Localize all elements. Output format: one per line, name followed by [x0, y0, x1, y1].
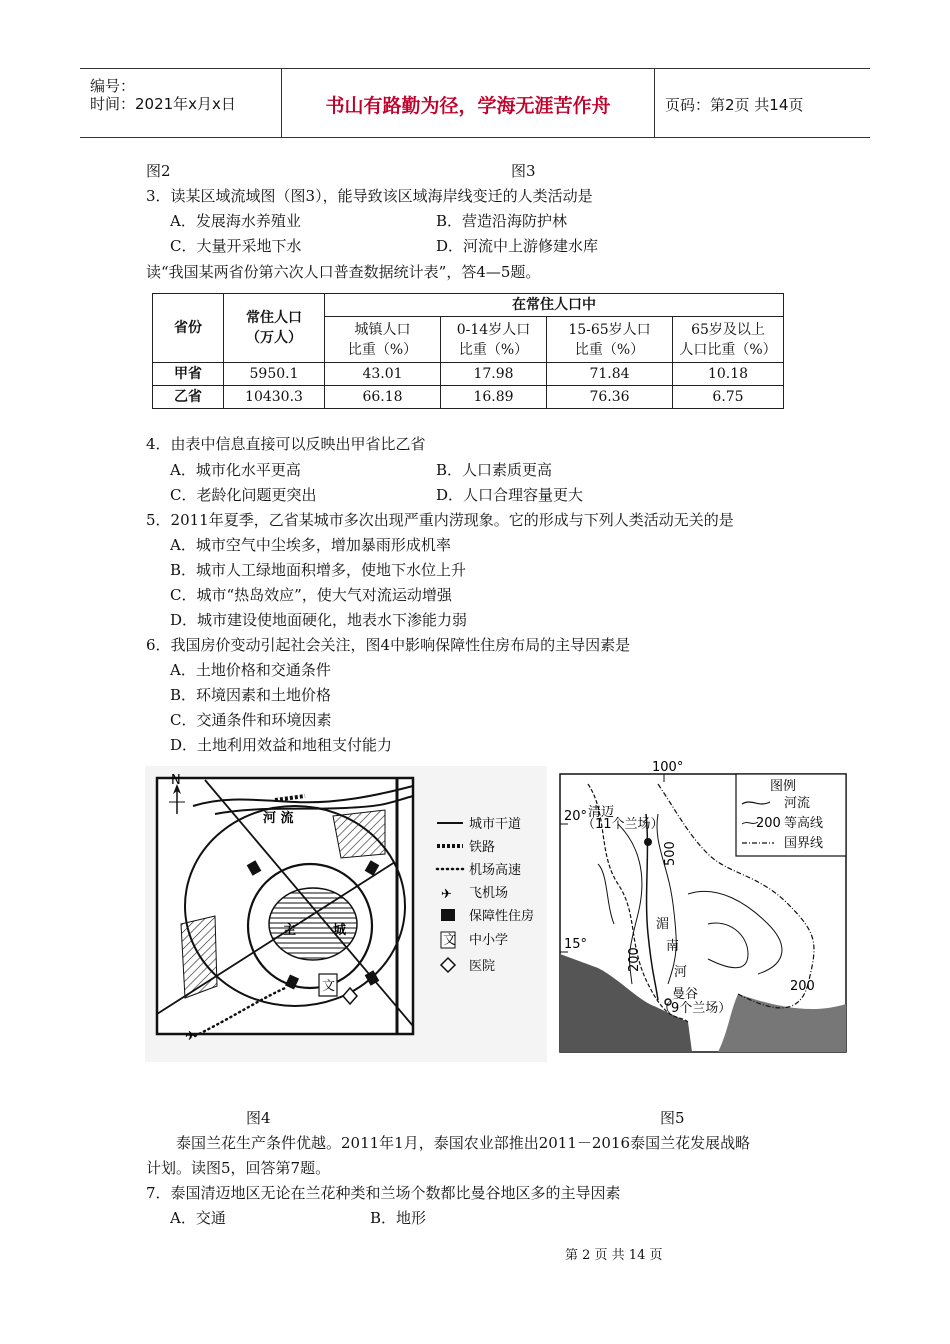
table-intro: 读“我国某两省份第六次人口普查数据统计表”，答4—5题。: [146, 263, 541, 281]
figure-4-caption: 图4: [246, 1109, 271, 1127]
census-table: [152, 293, 784, 408]
table-cell-population: 10430.3: [224, 386, 325, 409]
table-row: [153, 363, 784, 386]
question-7-intro-line1: 泰国兰花生产条件优越。2011年1月，泰国农业部推出2011－2016泰国兰花发展战略: [176, 1134, 751, 1152]
contour-200-label-b: 200: [790, 979, 815, 994]
table-header-age-0-14: [441, 317, 547, 363]
question-7-option-a: A．交通: [170, 1209, 226, 1227]
table-header-age-15-65: [547, 317, 673, 363]
figure-4-city-map: [145, 766, 547, 1062]
legend-river: 河流: [784, 796, 811, 811]
document-number: 编号：: [90, 77, 136, 95]
figure-5-legend: [736, 774, 846, 856]
main-city-label-1: 主: [283, 923, 297, 938]
figure-3-caption: 图3: [511, 162, 536, 180]
green-area: [181, 916, 217, 998]
table-header-population-line2: （万人）: [246, 330, 302, 346]
river-label-1: 湄: [656, 917, 670, 932]
legend-contour-value: 200: [756, 816, 781, 831]
contour-200-label-a: 200: [627, 947, 642, 972]
table-cell-age-65-plus: 10.18: [673, 363, 784, 386]
legend-item: 中小学: [469, 933, 509, 948]
question-3-option-d: D．河流中上游修建水库: [436, 237, 599, 255]
table-cell-age-15-65: 71.84: [547, 363, 673, 386]
question-4-option-c: C．老龄化问题更突出: [170, 486, 317, 504]
main-city-label-2: 城: [333, 923, 347, 938]
svg-text:文: 文: [443, 933, 457, 948]
legend-item: 城市干道: [469, 817, 522, 832]
question-4-option-a: A．城市化水平更高: [170, 461, 301, 479]
chiangmai-farms-label: （11个兰场）: [582, 817, 664, 832]
legend-airport-icon: ✈: [441, 887, 452, 902]
figure-5-thailand-map: [558, 754, 848, 1056]
green-area: [333, 810, 385, 858]
header-motto: 书山有路勤为径，学海无涯苦作舟: [325, 95, 611, 117]
river-label: 河 流: [263, 811, 294, 826]
question-7-option-b: B．地形: [370, 1209, 427, 1227]
chiangmai-marker: [644, 838, 652, 846]
table-cell-age-0-14: 16.89: [441, 386, 547, 409]
question-6-option-a: A．土地价格和交通条件: [170, 661, 331, 679]
table-header-age-15-65-line2: 比重（%）: [574, 341, 645, 358]
table-header-urban: [325, 317, 441, 363]
header-right-cell: [655, 69, 870, 137]
legend-title: 图例: [770, 779, 797, 794]
river-label-3: 河: [674, 965, 688, 980]
legend-item: 飞机场: [469, 886, 509, 901]
school-label: 文: [322, 979, 336, 994]
question-5-option-d: D．城市建设使地面硬化，地表水下渗能力弱: [170, 611, 468, 629]
question-3-option-c: C．大量开采地下水: [170, 237, 302, 255]
question-5-option-b: B．城市人工绿地面积增多，使地下水位上升: [170, 561, 467, 579]
question-6-option-c: C．交通条件和环境因素: [170, 711, 332, 729]
question-4-stem: 4．由表中信息直接可以反映出甲省比乙省: [146, 435, 426, 453]
table-header-age-15-65-line1: 15-65岁人口: [568, 321, 651, 338]
question-7-intro-line2: 计划。读图5，回答第7题。: [146, 1159, 331, 1177]
table-cell-population: 5950.1: [224, 363, 325, 386]
latitude-20-label: 20°: [564, 809, 588, 824]
airport-icon: ✈: [185, 1029, 196, 1044]
legend-item: 保障性住房: [469, 909, 535, 924]
table-header-urban-line2: 比重（%）: [347, 341, 418, 358]
bangkok-label: 曼谷: [672, 987, 699, 1002]
question-4-option-b: B．人口素质更高: [436, 461, 553, 479]
table-header-population: [224, 294, 325, 363]
page-indicator: 页码：第2页 共14页: [665, 96, 804, 114]
north-label: N: [171, 773, 181, 788]
question-6-option-b: B．环境因素和土地价格: [170, 686, 332, 704]
legend-contour: 等高线: [784, 816, 824, 831]
header-center-cell: [282, 69, 655, 137]
chiangmai-label: 清迈: [588, 805, 615, 820]
table-cell-age-15-65: 76.36: [547, 386, 673, 409]
document-date: 时间：2021年x月x日: [90, 95, 236, 113]
question-5-stem: 5．2011年夏季，乙省某城市多次出现严重内涝现象。它的形成与下列人类活动无关的是: [146, 511, 734, 529]
table-header-age-0-14-line1: 0-14岁人口: [456, 321, 531, 338]
table-header-age-0-14-line2: 比重（%）: [458, 341, 529, 358]
latitude-15-label: 15°: [564, 937, 588, 952]
table-cell-urban: 66.18: [325, 386, 441, 409]
table-cell-province: 乙省: [153, 386, 224, 409]
question-5-option-c: C．城市“热岛效应”，使大气对流运动增强: [170, 586, 452, 604]
legend-item: 机场高速: [469, 863, 522, 878]
table-header-age-65-plus: [673, 317, 784, 363]
question-4-option-d: D．人口合理容量更大: [436, 486, 584, 504]
table-cell-province: 甲省: [153, 363, 224, 386]
bangkok-farms-label: （9个兰场）: [658, 1001, 732, 1016]
table-cell-urban: 43.01: [325, 363, 441, 386]
header-left-cell: [80, 69, 282, 137]
page-header: [80, 68, 870, 138]
table-cell-age-0-14: 17.98: [441, 363, 547, 386]
question-5-option-a: A．城市空气中尘埃多，增加暴雨形成机率: [170, 536, 451, 554]
contour-500-label: 500: [663, 841, 678, 866]
legend-item: 铁路: [469, 840, 496, 855]
table-header-age-65-plus-line1: 65岁及以上: [691, 321, 765, 338]
table-header-province: 省份: [153, 294, 224, 363]
table-header-group: 在常住人口中: [325, 294, 784, 317]
river-label-2: 南: [666, 939, 680, 954]
question-6-option-d: D．土地利用效益和地租支付能力: [170, 736, 393, 754]
question-6-stem: 6．我国房价变动引起社会关注，图4中影响保障性住房布局的主导因素是: [146, 636, 631, 654]
figure-2-caption: 图2: [146, 162, 171, 180]
question-3-stem: 3．读某区域流域图（图3），能导致该区域海岸线变迁的人类活动是: [146, 187, 593, 205]
question-3-option-a: A．发展海水养殖业: [170, 212, 301, 230]
question-3-option-b: B．营造沿海防护林: [436, 212, 568, 230]
table-header-population-line1: 常住人口: [246, 310, 302, 326]
table-header-age-65-plus-line2: 人口比重（%）: [679, 341, 777, 358]
table-row: [153, 386, 784, 409]
legend-item: 医院: [469, 959, 496, 974]
table-cell-age-65-plus: 6.75: [673, 386, 784, 409]
page-footer: 第 2 页 共 14 页: [565, 1248, 663, 1263]
longitude-100-label: 100°: [652, 760, 684, 775]
legend-border: 国界线: [784, 836, 824, 851]
figure-5-caption: 图5: [660, 1109, 685, 1127]
question-7-stem: 7．泰国清迈地区无论在兰花种类和兰场个数都比曼谷地区多的主导因素: [146, 1184, 621, 1202]
table-header-urban-line1: 城镇人口: [354, 321, 411, 338]
